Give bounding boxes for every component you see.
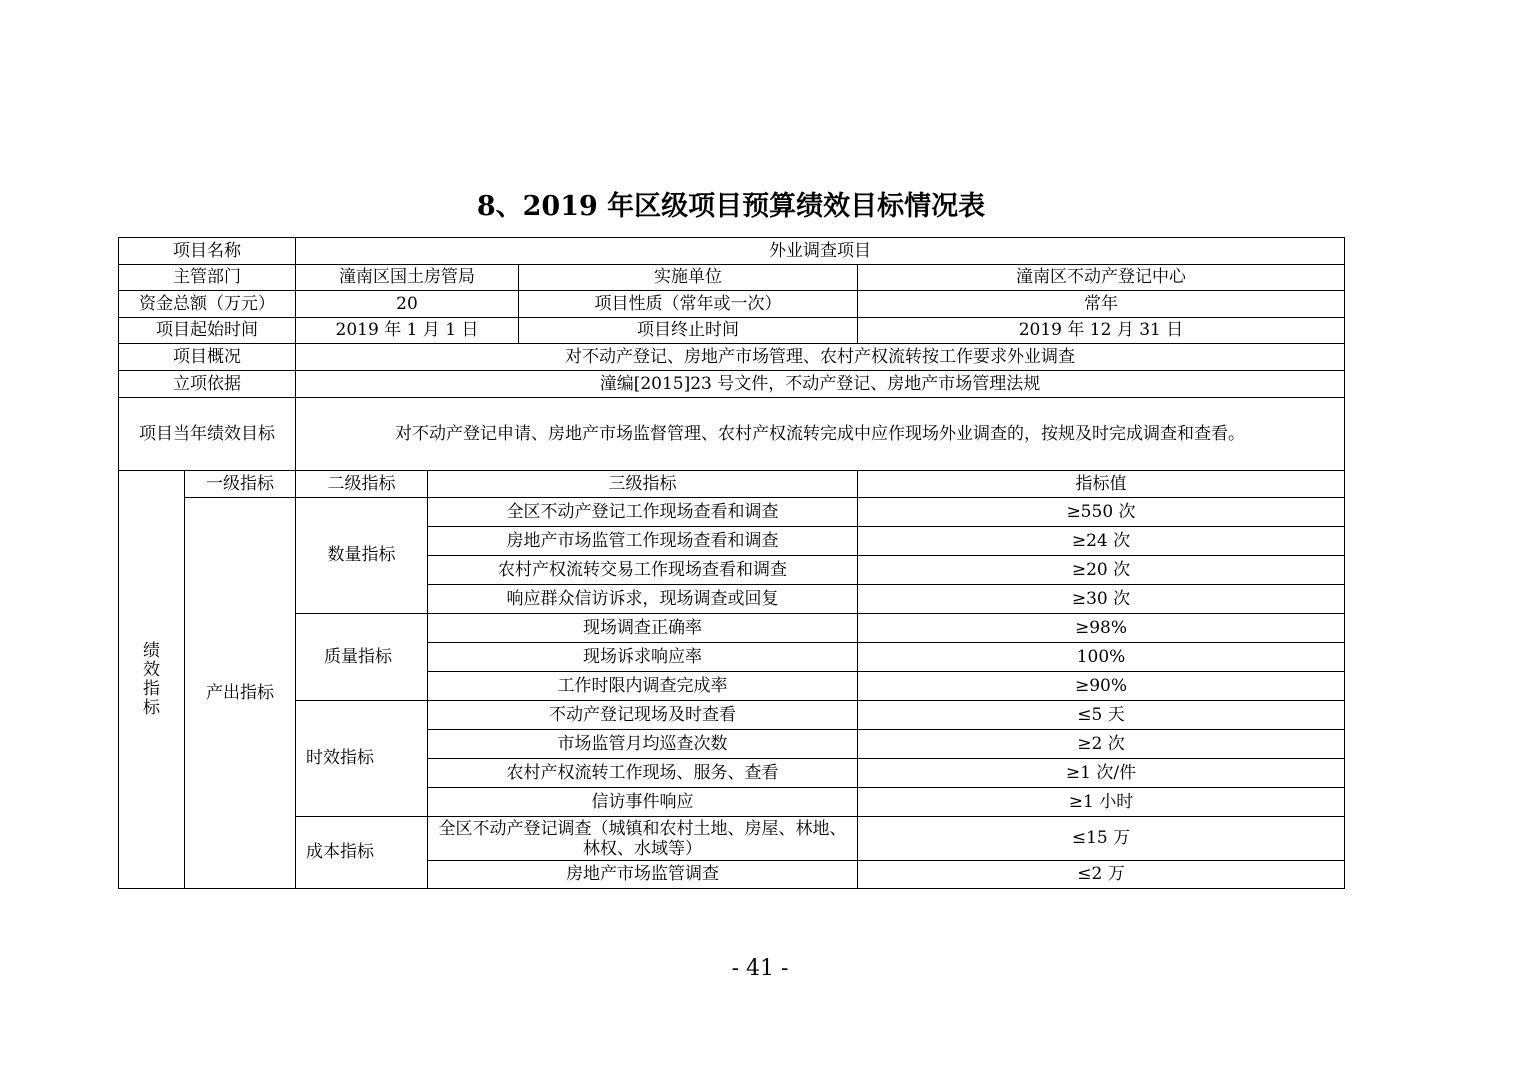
page-number: - 41 - (731, 956, 789, 981)
indicator-name: 全区不动产登记工作现场查看和调查 (428, 498, 858, 527)
header-value: 指标值 (858, 471, 1345, 498)
header-level1: 一级指标 (185, 471, 296, 498)
indicator-name: 农村产权流转工作现场、服务、查看 (428, 759, 858, 788)
indicator-name: 工作时限内调查完成率 (428, 672, 858, 701)
dept-value: 潼南区国土房管局 (296, 265, 519, 291)
indicator-value: ≥90% (858, 672, 1345, 701)
impl-label: 实施单位 (519, 265, 858, 291)
quality-label: 质量指标 (296, 614, 428, 701)
project-name-label: 项目名称 (119, 238, 296, 265)
indicator-name: 现场诉求响应率 (428, 643, 858, 672)
indicator-value: ≥30 次 (858, 585, 1345, 614)
table-row (119, 498, 1345, 527)
overview-label: 项目概况 (119, 344, 296, 371)
overview-value: 对不动产登记、房地产市场管理、农村产权流转按工作要求外业调查 (296, 344, 1345, 371)
cost-label: 成本指标 (296, 817, 428, 889)
indicator-name: 房地产市场监管工作现场查看和调查 (428, 527, 858, 556)
indicator-group-label: 绩效指标 (119, 471, 185, 889)
basis-label: 立项依据 (119, 371, 296, 398)
project-name-value: 外业调查项目 (296, 238, 1345, 265)
table-row (119, 701, 1345, 730)
end-label: 项目终止时间 (519, 318, 858, 344)
fund-value: 20 (296, 291, 519, 318)
indicator-name: 房地产市场监管调查 (428, 861, 858, 889)
indicator-value: ≤2 万 (858, 861, 1345, 889)
indicator-name: 信访事件响应 (428, 788, 858, 817)
indicator-name: 农村产权流转交易工作现场查看和调查 (428, 556, 858, 585)
page-title: 8、2019 年区级项目预算绩效目标情况表 (476, 191, 986, 222)
indicator-value: 100% (858, 643, 1345, 672)
impl-value: 潼南区不动产登记中心 (858, 265, 1345, 291)
indicator-value: ≥550 次 (858, 498, 1345, 527)
indicator-value: ≥2 次 (858, 730, 1345, 759)
table-row (119, 398, 1345, 471)
level1-output: 产出指标 (185, 498, 296, 889)
table-row (119, 817, 1345, 861)
table-row (119, 344, 1345, 371)
dept-label: 主管部门 (119, 265, 296, 291)
end-value: 2019 年 12 月 31 日 (858, 318, 1345, 344)
table-row (119, 371, 1345, 398)
nature-value: 常年 (858, 291, 1345, 318)
start-value: 2019 年 1 月 1 日 (296, 318, 519, 344)
indicator-name: 响应群众信访诉求，现场调查或回复 (428, 585, 858, 614)
quantity-label: 数量指标 (296, 498, 428, 614)
indicator-name: 不动产登记现场及时查看 (428, 701, 858, 730)
table-row (119, 265, 1345, 291)
table-row (119, 238, 1345, 265)
fund-label: 资金总额（万元） (119, 291, 296, 318)
performance-table (118, 237, 1345, 889)
basis-value: 潼编[2015]23 号文件，不动产登记、房地产市场管理法规 (296, 371, 1345, 398)
indicator-name: 全区不动产登记调查（城镇和农村土地、房屋、林地、林权、水域等） (428, 817, 858, 861)
indicator-value: ≥98% (858, 614, 1345, 643)
header-level3: 三级指标 (428, 471, 858, 498)
indicator-value: ≤15 万 (858, 817, 1345, 861)
indicator-value: ≤5 天 (858, 701, 1345, 730)
indicator-value: ≥24 次 (858, 527, 1345, 556)
table-row (119, 291, 1345, 318)
indicator-value: ≥1 次/件 (858, 759, 1345, 788)
table-row (119, 614, 1345, 643)
goal-value: 对不动产登记申请、房地产市场监督管理、农村产权流转完成中应作现场外业调查的，按规及时完成调查和查看。 (296, 398, 1345, 471)
start-label: 项目起始时间 (119, 318, 296, 344)
header-level2: 二级指标 (296, 471, 428, 498)
indicator-value: ≥1 小时 (858, 788, 1345, 817)
nature-label: 项目性质（常年或一次） (519, 291, 858, 318)
indicator-header-row (119, 471, 1345, 498)
indicator-name: 现场调查正确率 (428, 614, 858, 643)
goal-label: 项目当年绩效目标 (119, 398, 296, 471)
indicator-value: ≥20 次 (858, 556, 1345, 585)
time-label: 时效指标 (296, 701, 428, 817)
indicator-name: 市场监管月均巡查次数 (428, 730, 858, 759)
table-row (119, 318, 1345, 344)
